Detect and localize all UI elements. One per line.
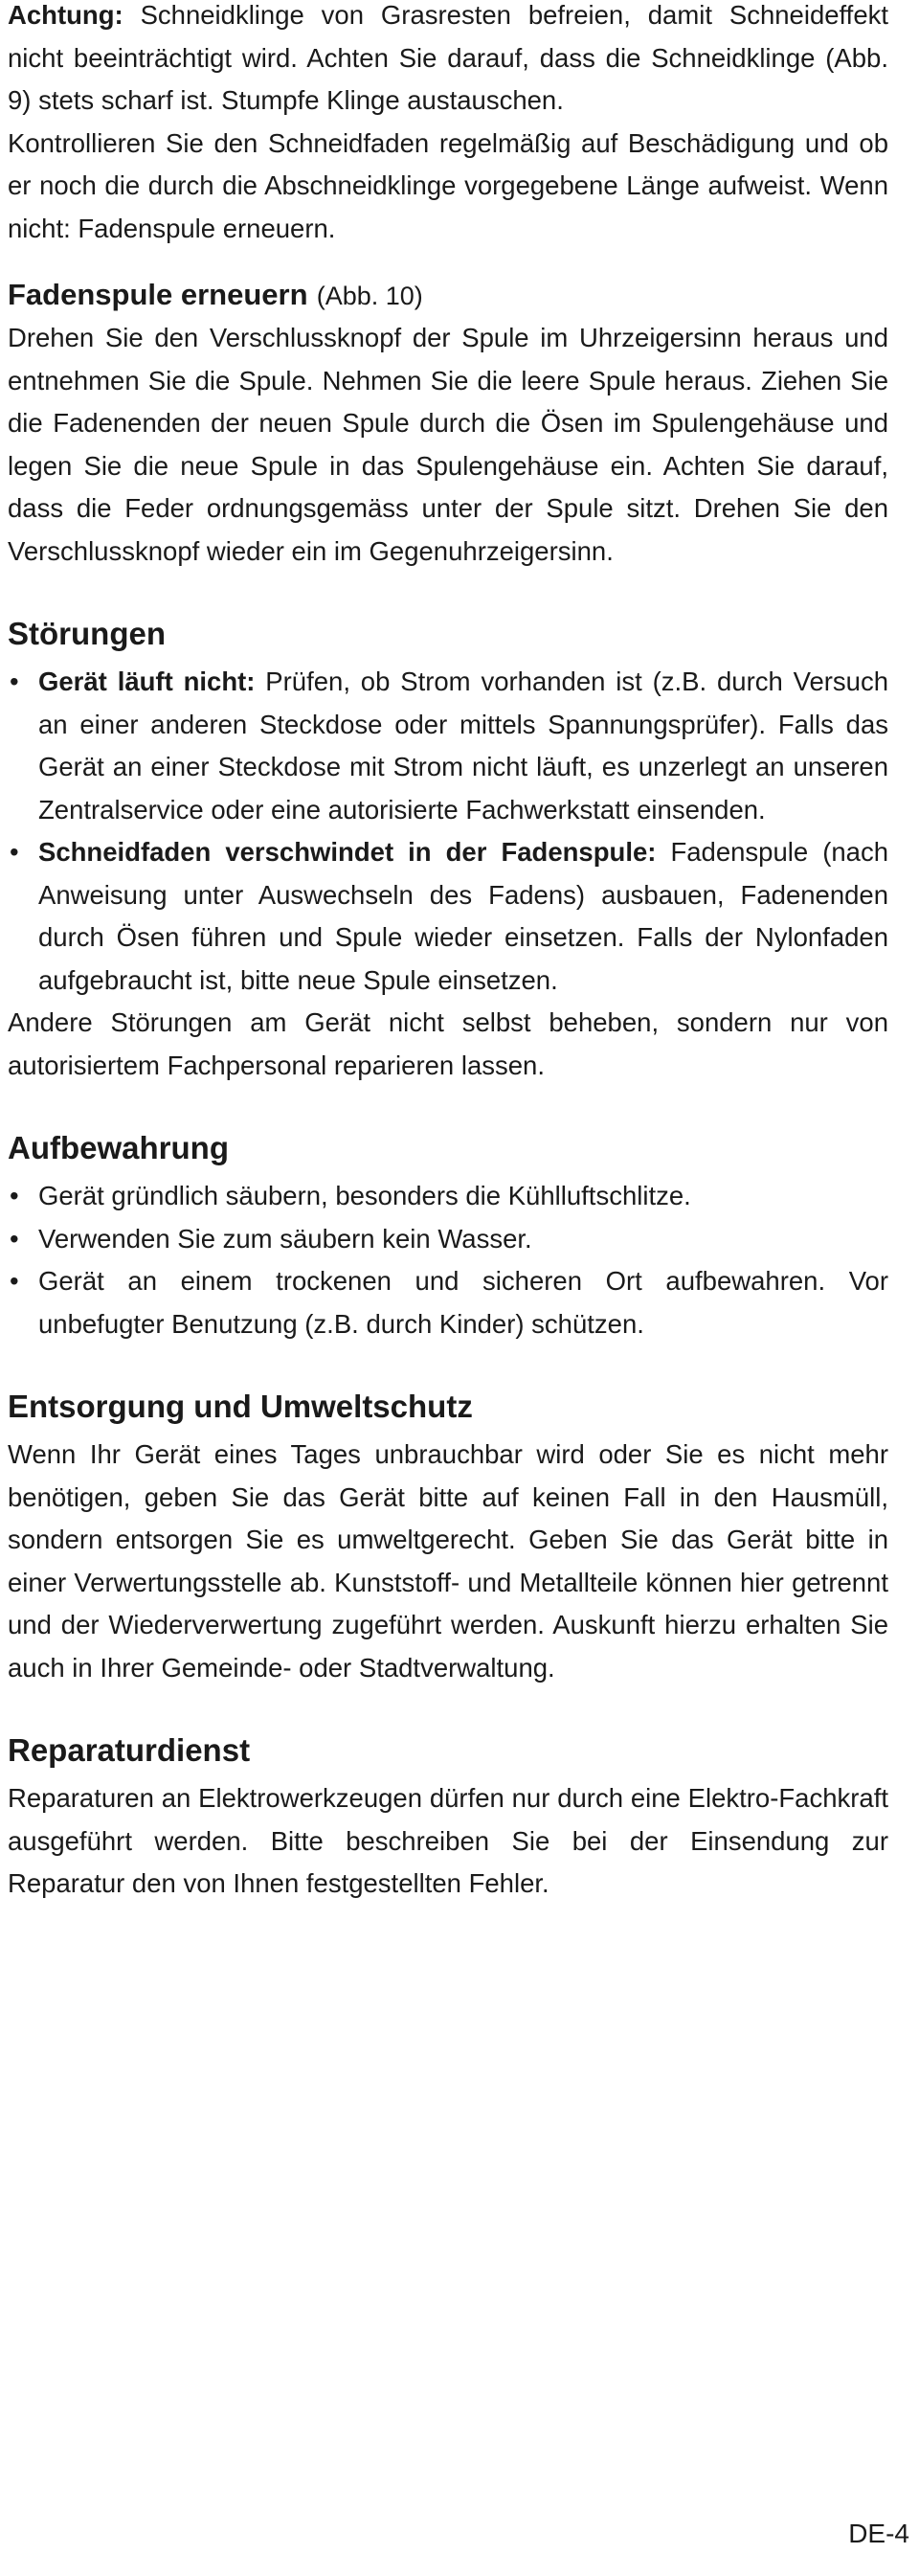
entsorgung-text: Wenn Ihr Gerät eines Tages unbrauchbar wird oder Sie es nicht mehr benötigen, geben Sie das Gerät bitte auf keinen Fall in den Hausmüll, sondern entsorgen Sie es umweltgerecht. Geben Sie das Gerät bitte in einer Verwertungsstelle ab. Kunststoff- und Metallteile können hier getrennt und der Wiederverwertung zugeführt werden. Auskunft hierzu erhalten Sie auch in Ihrer Gemeinde- oder Stadtverwaltung.: [8, 1439, 888, 1683]
bullet-icon: •: [10, 837, 19, 867]
aufbewahrung-item: Verwenden Sie zum säubern kein Wasser.: [38, 1223, 532, 1254]
list-item: [8, 1260, 888, 1345]
fadenspule-heading: [8, 273, 888, 317]
stoerungen-list: [8, 661, 888, 1002]
list-item: [8, 831, 888, 1002]
page-number: DE-4: [848, 2519, 909, 2548]
list-item: [8, 1175, 888, 1218]
stoerung-text: Prüfen, ob Strom vorhanden ist (z.B. durch Versuch an einer anderen Steckdose oder mittels Spannungsprüfer). Falls das Gerät an einer Steckdose mit Strom nicht läuft, es unzerlegt an unseren Zentralservice oder eine autorisierte Fachwerkstatt einsenden.: [38, 667, 889, 825]
aufbewahrung-item: Gerät gründlich säubern, besonders die Kühlluftschlitze.: [38, 1181, 691, 1210]
stoerung-label: Schneidfaden verschwindet in der Fadenspule:: [38, 837, 657, 867]
stoerung-text: Fadenspule (nach Anweisung unter Auswechseln des Fadens) ausbauen, Fadenenden durch Ösen führen und Spule wieder einsetzen. Falls der Nylonfaden aufgebraucht ist, bitte neue Spule einsetzen.: [38, 837, 888, 995]
text-column: [8, 0, 888, 1906]
achtung-paragraph: [8, 0, 888, 123]
achtung-text: Schneidklinge von Grasresten befreien, damit Schneideffekt nicht beeinträchtigt wird. Achten Sie darauf, dass die Schneidklinge (Abb. 9) stets scharf ist. Stumpfe Klinge austauschen.: [8, 0, 888, 115]
bullet-icon: •: [10, 1266, 19, 1296]
fadenspule-title: Fadenspule erneuern: [8, 278, 308, 311]
stoerungen-footer: Andere Störungen am Gerät nicht selbst beheben, sondern nur von autorisiertem Fachpersonal reparieren lassen.: [8, 1007, 888, 1080]
aufbewahrung-list: [8, 1175, 888, 1345]
kontrolle-paragraph: Kontrollieren Sie den Schneidfaden regelmäßig auf Beschädigung und ob er noch die durch die Abschneidklinge vorgegebene Länge aufweist. Wenn nicht: Fadenspule erneuern.: [8, 127, 888, 243]
achtung-label: Achtung:: [8, 0, 123, 30]
fadenspule-text: Drehen Sie den Verschlussknopf der Spule im Uhrzeigersinn heraus und entnehmen Sie die Spule. Nehmen Sie die leere Spule heraus. Ziehen Sie die Fadenenden der neuen Spule durch die Ösen im Spulengehäuse und legen Sie die neue Spule in das Spulengehäuse ein. Achten Sie darauf, dass die Feder ordnungsgemäss unter der Spule sitzt. Drehen Sie den Verschlussknopf wieder ein im Gegenuhrzeigersinn.: [8, 323, 888, 566]
bullet-icon: •: [10, 667, 19, 696]
aufbewahrung-heading: Aufbewahrung: [8, 1130, 229, 1165]
fadenspule-figure-ref: (Abb. 10): [316, 282, 423, 310]
stoerungen-heading: Störungen: [8, 616, 166, 651]
list-item: [8, 1218, 888, 1261]
aufbewahrung-item: Gerät an einem trockenen und sicheren Ort aufbewahren. Vor unbefugter Benutzung (z.B. durch Kinder) schützen.: [38, 1266, 888, 1339]
reparatur-text: Reparaturen an Elektrowerkzeugen dürfen nur durch eine Elektro-Fachkraft ausgeführt werden. Bitte beschreiben Sie bei der Einsendung zur Reparatur den von Ihnen festgestellten Fehler.: [8, 1783, 888, 1898]
bullet-icon: •: [10, 1223, 19, 1254]
list-item: [8, 661, 888, 831]
bullet-icon: •: [10, 1181, 19, 1210]
entsorgung-heading: Entsorgung und Umweltschutz: [8, 1389, 473, 1424]
stoerung-label: Gerät läuft nicht:: [38, 667, 256, 696]
reparatur-heading: Reparaturdienst: [8, 1732, 251, 1768]
